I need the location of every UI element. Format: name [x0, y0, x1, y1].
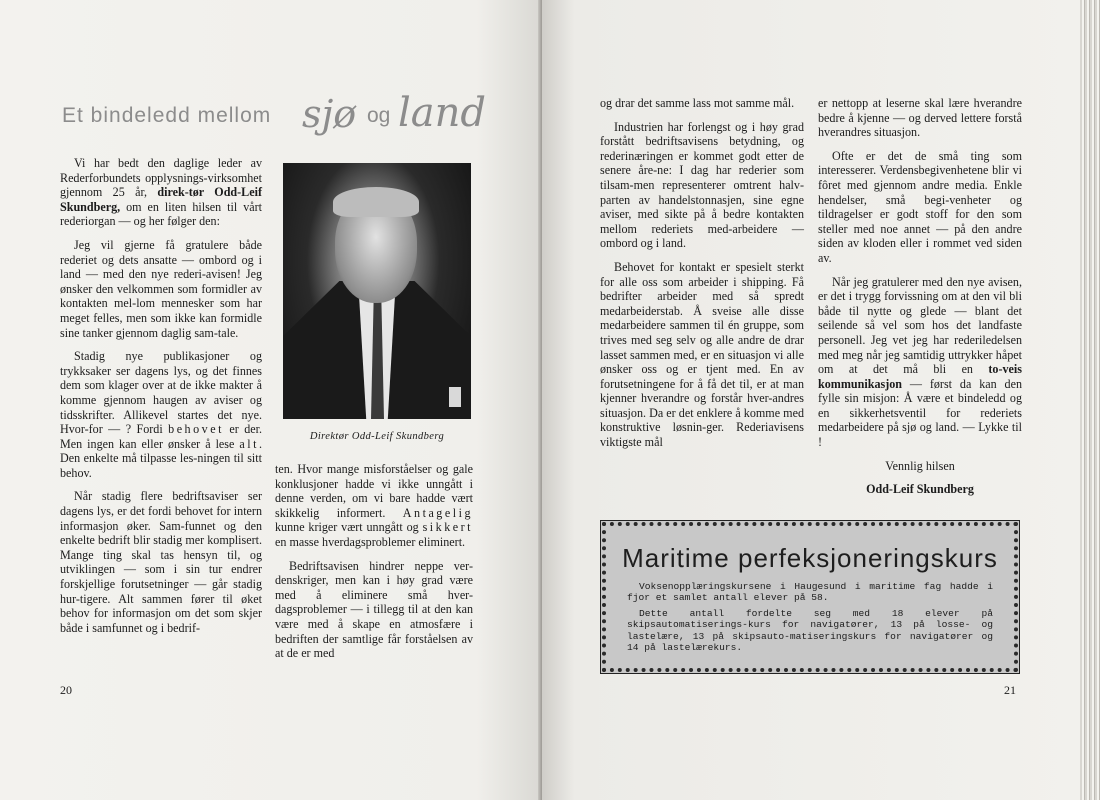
heading-part-3: og	[367, 104, 391, 127]
page-number: 21	[1004, 683, 1016, 697]
paragraph: Bedriftsavisen hindrer neppe ver-denskriger, men kan i høy grad være med å eliminere små hver-dagsproblemer — i tillegg til at den kan være med å skape en atmosfære i bedriften der samtlige får forståelsen av at de er med	[275, 558, 473, 661]
box-text	[627, 581, 993, 657]
paragraph-intro: Vi har bedt den daglige leder av Rederforbundets opplysnings-virksomhet gjennom 25 år, direk-tør Odd-Leif Skundberg, om en liten hilsen til vårt rederiorgan — og her følger den:	[60, 156, 263, 229]
page-edges	[1080, 0, 1100, 800]
paragraph: Jeg vil gjerne få gratulere både rederiet og dets ansatte — ombord og i land — med den nye rederi-avisen! Jeg ønsker den velkommen som formidler av kontakten mel-lom mennesker som har meget felles, men som ikke kan formidle sine tanker gjennom daglig sam-tale.	[60, 237, 262, 340]
closing: Vennlig hilsen	[885, 458, 955, 473]
photo-caption: Direktør Odd-Leif Skundberg	[309, 431, 445, 442]
paragraph: Voksenopplæringskursene i Haugesund i maritime fag hadde i fjor et samlet antall elever på 58.	[627, 581, 993, 604]
paragraph: Ofte er det de små ting som interesserer. Verdensbegivenhetene blir vi fôret med gjennom andre media. Enkle hendelser, små begi-venheter og tildragelser er godt stoff for den som steller med noe annet — på den andre siden av kloden eller i rommet ved siden av.	[818, 148, 1022, 265]
paragraph: Når jeg gratulerer med den nye avisen, er det i trygg forvissning om at den vil bli både til nytte og glede — blant det seilende så vel som hos det landfaste personell. Jeg vet jeg har rederiledelsen med meg når jeg samtidig uttrykker håpet om at det må bli en to-veis kommunikasjon — først da kan den fylle sin misjon: Å være et bindeledd og en sikkerhetsventil for rederiets medarbeidere på sjø og land. — Lykke til !	[818, 274, 1022, 450]
heading-part-4: land	[398, 90, 487, 136]
paragraph: ten. Hvor mange misforståelser og gale konklusjoner hadde vi ikke unngått i denne verden, om vi bare hadde vært skikkelig informert. Antagelig kunne kriger vært unngått og sikkert en masse hverdagsproblemer eliminert.	[275, 462, 473, 549]
paragraph: er nettopp at leserne skal lære hverandre bedre å kjenne — og derved lettere forstå hverandres situasjon.	[818, 96, 1022, 140]
heading-part-2: sjø	[302, 92, 357, 136]
article-heading	[62, 78, 502, 138]
paragraph: og drar det samme lass mot samme mål.	[600, 96, 795, 110]
paragraph: Dette antall fordelte seg med 18 elever på skipsautomatiserings-kurs for navigatører, 13 på losse- og lastelære, 13 på skipsauto-matiseringskurs for navigatører og 14 på lastelærekurs.	[627, 607, 993, 654]
signature: Odd-Leif Skundberg	[866, 482, 974, 497]
right-column-2	[818, 96, 1022, 506]
course-notice-box	[600, 520, 1020, 674]
paragraph: Industrien har forlengst og i høy grad forstått bedriftsavisens betydning, og rederinæringen er kommet godt etter de senere åre-ne: I dag har rederier som tilsam-men representerer omtrent halv-parten av handelstonnasjen, sine egne aviser, med sikte på å bedre kontakten mellom rederiets med-arbeidere — ombord og i land.	[600, 119, 804, 251]
paragraph: Stadig nye publikasjoner og trykksaker ser dagens lys, og det finnes dem som klager over at de ikke makter å komme gjennom haugen av aviser og tidsskrifter. Allikevel startes det nye. Hvor-for — ? Fordi behovet er der. Men ingen kan eller ønsker å lese alt. Den enkelte må tilpasse les-ningen til sitt behov.	[60, 349, 262, 480]
left-page	[0, 0, 542, 800]
page-number: 20	[60, 683, 72, 697]
paragraph: Behovet for kontakt er spesielt sterkt for alle oss som arbeider i shipping. Få bedrifter arbeider med så spredt medarbeiderstab. Å sveise alle disse medarbeidere sammen til én gruppe, som trives med seg selv og alle andre de drar lasset sammen med, er en situasjon vi alle ønsker oss og er tjent med. En av forutsetningene for å få det til, er at man kjenner hverandre og forstår hver-andres situasjon. Da er det enklere å komme med konstruktive løsnin-ger. Rederiavisens viktigste mål	[600, 259, 804, 450]
left-column-2	[275, 462, 473, 670]
heading-part-1: Et bindeledd mellom	[62, 104, 272, 127]
right-column-1	[600, 96, 804, 459]
portrait-photo	[283, 163, 471, 419]
left-column-1	[60, 156, 262, 644]
paragraph: Når stadig flere bedriftsaviser ser dagens lys, er det fordi behovet for intern informasjon øker. Sam-funnet og den enkelte bedrift blir stadig mer komplisert. Mange ting skal tas hensyn til, og utviklingen — som i sin tur endrer forskjellige forutsetninger — går stadig hur-tigere. Alt sammen fører til øket behov for informasjon om det som skjer både i samfunnet og i bedrif-	[60, 489, 262, 635]
box-title: Maritime perfeksjoneringskurs	[622, 543, 998, 573]
